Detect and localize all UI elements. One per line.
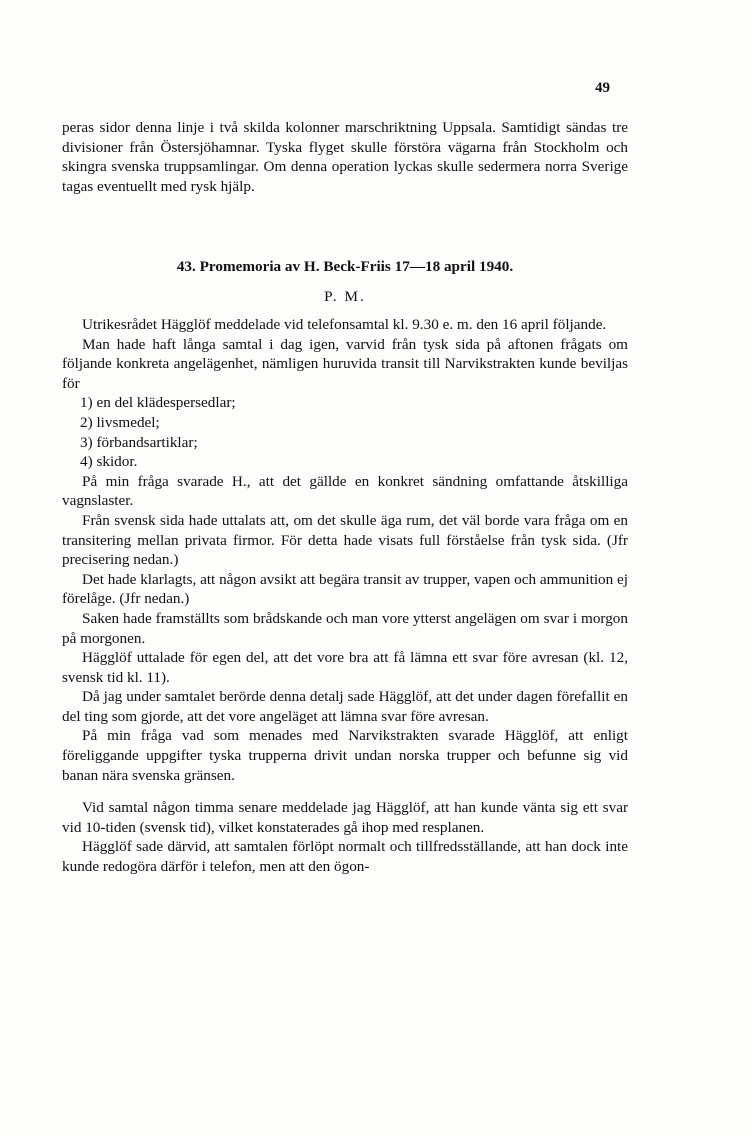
paragraph-4: Från svensk sida hade uttalats att, om det skulle äga rum, det väl borde vara fråga om en transitering mellan privata firmor. För detta hade visats full förståelse från tysk sida. (Jfr precisering nedan.) [62,511,628,569]
section-gap [62,785,628,798]
paragraph-7: Hägglöf uttalade för egen del, att det vore bra att få lämna ett svar före avresan (kl. 12, svensk tid kl. 11). [62,649,628,686]
list-item: 1) en del klädespersedlar; [80,394,236,412]
paragraph-9: På min fråga vad som menades med Narvikstrakten svarade Hägglöf, att enligt föreliggande uppgifter tyska trupperna drivit undan norska trupper och befunne sig vid banan nära svenska gränsen. [62,727,628,784]
paragraph-1: Utrikesrådet Hägglöf meddelade vid telefonsamtal kl. 9.30 e. m. den 16 april följande. [82,316,607,333]
intro-text-block [62,118,628,196]
paragraph-10: Vid samtal någon timma senare meddelade jag Hägglöf, att han kunde vänta sig ett svar vid 10-tiden (svensk tid), vilket konstaterades gå ihop med resplanen. [62,799,628,836]
document-heading: 43. Promemoria av H. Beck-Friis 17—18 april 1940. [176,258,514,275]
pm-label: P. M. [324,288,366,305]
memo-body [62,315,628,877]
paragraph-5: Det hade klarlagts, att någon avsikt att begära transit av trupper, vapen och ammunition ej förelåge. (Jfr nedan.) [62,570,628,608]
paragraph-6: Saken hade framställts som brådskande och man vore ytterst angelägen om svar i morgon på morgonen. [62,609,628,647]
paragraph-8: Då jag under samtalet berörde denna detalj sade Hägglöf, att det under dagen förefallit en del ting som gjorde, att det vore angeläget att lämna svar före avresan. [62,688,628,725]
paragraph-3: På min fråga svarade H., att det gällde en konkret sändning omfattande åtskilliga vagnslaster. [62,472,628,510]
page-number: 49 [595,80,610,96]
paragraph-2: Man hade haft långa samtal i dag igen, varvid från tysk sida på aftonen frågats om följande konkreta angelägenhet, nämligen huruvida transit till Narvikstrakten kunde beviljas för [62,335,628,392]
list-item: 4) skidor. [80,453,138,471]
intro-paragraph: peras sidor denna linje i två skilda kolonner marschriktning Uppsala. Samtidigt sändas tre divisioner från Östersjöhamnar. Tyska flyget skulle förstöra vägarna från Stockholm och skingra svenska truppsamlingar. Om denna operation lyckas skulle sedermera norra Sverige tagas eventuellt med rysk hjälp. [62,119,628,195]
list-item: 2) livsmedel; [80,413,160,431]
paragraph-11: Hägglöf sade därvid, att samtalen förlöpt normalt och tillfredsställande, att han dock inte kunde redogöra därför i telefon, men att den ögon- [62,838,628,876]
list-item: 3) förbandsartiklar; [80,433,198,451]
